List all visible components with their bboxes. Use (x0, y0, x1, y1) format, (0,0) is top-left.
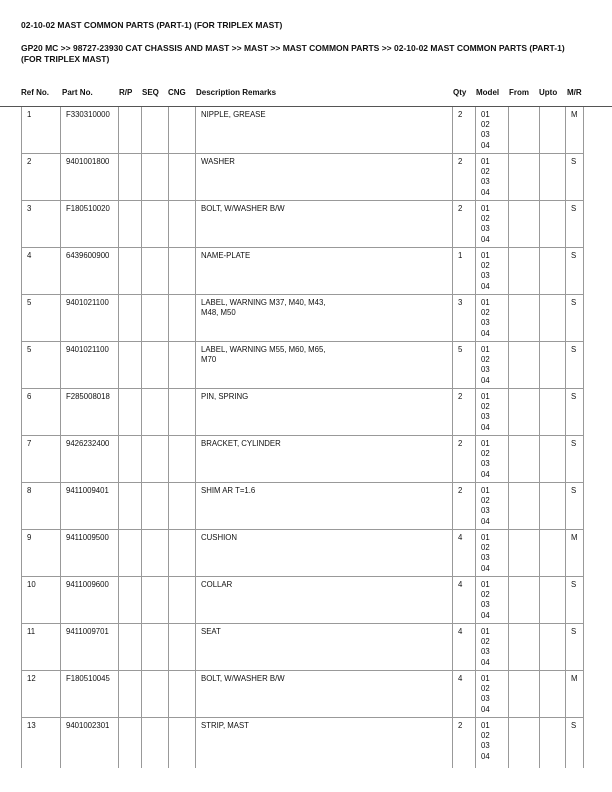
cell-upto (539, 201, 565, 247)
description-line: CUSHION (201, 533, 237, 542)
cell-models (475, 248, 508, 294)
cell-from (508, 718, 539, 768)
cell-seq (141, 154, 168, 200)
cell-upto (539, 107, 565, 153)
cell-cng (168, 248, 195, 294)
header-seq: SEQ (142, 88, 159, 97)
header-part: Part No. (62, 88, 93, 97)
cell-cng (168, 530, 195, 576)
description-line: M70 (201, 355, 217, 365)
cell-from (508, 154, 539, 200)
cell-qty: 4 (452, 671, 475, 717)
table-row (21, 201, 584, 248)
cell-cng (168, 577, 195, 623)
model-code: 01 (481, 439, 490, 448)
cell-ref: 9 (21, 530, 60, 576)
cell-desc (195, 248, 452, 294)
model-code: 02 (481, 731, 490, 741)
cell-rp (118, 483, 141, 529)
cell-models (475, 107, 508, 153)
cell-upto (539, 154, 565, 200)
header-model: Model (476, 88, 500, 97)
cell-models (475, 483, 508, 529)
model-code: 01 (481, 204, 490, 213)
model-code: 03 (481, 412, 490, 422)
cell-models (475, 154, 508, 200)
cell-models (475, 295, 508, 341)
model-code: 03 (481, 177, 490, 187)
cell-ref: 6 (21, 389, 60, 435)
cell-qty: 2 (452, 389, 475, 435)
model-code: 04 (481, 281, 490, 291)
model-code: 02 (481, 167, 490, 177)
cell-part: 9401002301 (60, 718, 118, 768)
model-code: 04 (481, 422, 490, 432)
cell-cng (168, 483, 195, 529)
cell-seq (141, 295, 168, 341)
cell-models (475, 436, 508, 482)
header-rp: R/P (119, 88, 133, 97)
description-line: SEAT (201, 627, 221, 636)
model-code: 03 (481, 600, 490, 610)
cell-models (475, 342, 508, 388)
cell-seq (141, 389, 168, 435)
cell-part: 6439600900 (60, 248, 118, 294)
cell-rp (118, 201, 141, 247)
cell-desc (195, 154, 452, 200)
cell-upto (539, 577, 565, 623)
cell-cng (168, 201, 195, 247)
description-line: STRIP, MAST (201, 721, 249, 730)
model-code: 03 (481, 506, 490, 516)
cell-mr: S (565, 436, 584, 482)
table-row (21, 624, 584, 671)
description-line: LABEL, WARNING M55, M60, M65, (201, 345, 326, 354)
cell-desc (195, 624, 452, 670)
cell-from (508, 342, 539, 388)
cell-models (475, 671, 508, 717)
cell-qty: 4 (452, 577, 475, 623)
description-line: M48, M50 (201, 308, 236, 318)
cell-ref: 2 (21, 154, 60, 200)
model-code: 04 (481, 375, 490, 385)
cell-ref: 1 (21, 107, 60, 153)
cell-qty: 4 (452, 530, 475, 576)
cell-rp (118, 718, 141, 768)
cell-seq (141, 530, 168, 576)
cell-ref: 5 (21, 342, 60, 388)
cell-from (508, 671, 539, 717)
cell-cng (168, 107, 195, 153)
model-code: 01 (481, 110, 490, 119)
cell-part: F180510020 (60, 201, 118, 247)
cell-cng (168, 295, 195, 341)
table-row (21, 671, 584, 718)
cell-models (475, 201, 508, 247)
cell-rp (118, 248, 141, 294)
cell-seq (141, 436, 168, 482)
cell-cng (168, 671, 195, 717)
table-row (21, 342, 584, 389)
model-code: 03 (481, 271, 490, 281)
cell-desc (195, 671, 452, 717)
cell-cng (168, 342, 195, 388)
model-code: 04 (481, 516, 490, 526)
cell-upto (539, 624, 565, 670)
cell-upto (539, 248, 565, 294)
header-cng: CNG (168, 88, 186, 97)
cell-cng (168, 154, 195, 200)
cell-models (475, 530, 508, 576)
cell-part: 9401021100 (60, 295, 118, 341)
cell-mr: M (565, 671, 584, 717)
cell-upto (539, 436, 565, 482)
cell-models (475, 389, 508, 435)
model-code: 03 (481, 459, 490, 469)
header-qty: Qty (453, 88, 467, 97)
model-code: 03 (481, 224, 490, 234)
model-code: 03 (481, 741, 490, 751)
cell-mr: S (565, 483, 584, 529)
cell-qty: 1 (452, 248, 475, 294)
cell-desc (195, 201, 452, 247)
model-code: 02 (481, 496, 490, 506)
cell-upto (539, 530, 565, 576)
table-row (21, 389, 584, 436)
cell-models (475, 577, 508, 623)
cell-part: F330310000 (60, 107, 118, 153)
cell-upto (539, 295, 565, 341)
table-row (21, 718, 584, 768)
cell-seq (141, 248, 168, 294)
header-upto: Upto (539, 88, 558, 97)
cell-desc (195, 436, 452, 482)
cell-seq (141, 624, 168, 670)
cell-rp (118, 671, 141, 717)
cell-seq (141, 107, 168, 153)
cell-models (475, 624, 508, 670)
model-code: 04 (481, 140, 490, 150)
cell-seq (141, 483, 168, 529)
cell-mr: S (565, 624, 584, 670)
parts-table (21, 107, 584, 768)
description-line: BOLT, W/WASHER B/W (201, 204, 285, 213)
cell-from (508, 436, 539, 482)
cell-upto (539, 671, 565, 717)
description-line: NIPPLE, GREASE (201, 110, 266, 119)
cell-mr: S (565, 577, 584, 623)
cell-rp (118, 342, 141, 388)
cell-ref: 13 (21, 718, 60, 768)
cell-ref: 12 (21, 671, 60, 717)
model-code: 03 (481, 130, 490, 140)
model-code: 03 (481, 647, 490, 657)
description-line: SHIM AR T=1.6 (201, 486, 256, 495)
cell-from (508, 624, 539, 670)
model-code: 02 (481, 214, 490, 224)
page-title: 02-10-02 MAST COMMON PARTS (PART-1) (FOR TRIPLEX MAST) (21, 20, 283, 30)
table-row (21, 154, 584, 201)
description-line: WASHER (201, 157, 235, 166)
cell-mr: S (565, 389, 584, 435)
model-code: 02 (481, 308, 490, 318)
cell-desc (195, 483, 452, 529)
header-desc: Description Remarks (196, 88, 277, 97)
description-line: NAME-PLATE (201, 251, 251, 260)
cell-part: 9401001800 (60, 154, 118, 200)
table-row (21, 530, 584, 577)
cell-qty: 2 (452, 436, 475, 482)
model-code: 01 (481, 298, 490, 307)
model-code: 02 (481, 355, 490, 365)
description-line: BRACKET, CYLINDER (201, 439, 281, 448)
header-from: From (509, 88, 529, 97)
cell-ref: 4 (21, 248, 60, 294)
cell-mr: S (565, 342, 584, 388)
model-code: 02 (481, 590, 490, 600)
cell-cng (168, 389, 195, 435)
model-code: 04 (481, 751, 490, 761)
cell-ref: 3 (21, 201, 60, 247)
model-code: 04 (481, 610, 490, 620)
cell-rp (118, 389, 141, 435)
model-code: 04 (481, 328, 490, 338)
model-code: 01 (481, 251, 490, 260)
model-code: 04 (481, 234, 490, 244)
cell-from (508, 577, 539, 623)
cell-qty: 2 (452, 718, 475, 768)
model-code: 01 (481, 533, 490, 542)
cell-seq (141, 671, 168, 717)
model-code: 01 (481, 580, 490, 589)
model-code: 01 (481, 392, 490, 401)
cell-seq (141, 342, 168, 388)
cell-desc (195, 389, 452, 435)
model-code: 01 (481, 345, 490, 354)
cell-rp (118, 436, 141, 482)
description-line: BOLT, W/WASHER B/W (201, 674, 285, 683)
cell-cng (168, 436, 195, 482)
cell-qty: 2 (452, 107, 475, 153)
table-row (21, 577, 584, 624)
cell-part: 9411009500 (60, 530, 118, 576)
cell-mr: S (565, 154, 584, 200)
cell-rp (118, 577, 141, 623)
cell-from (508, 389, 539, 435)
cell-rp (118, 295, 141, 341)
model-code: 01 (481, 486, 490, 495)
cell-from (508, 248, 539, 294)
model-code: 02 (481, 543, 490, 553)
model-code: 01 (481, 674, 490, 683)
cell-ref: 5 (21, 295, 60, 341)
model-code: 04 (481, 563, 490, 573)
cell-upto (539, 718, 565, 768)
cell-upto (539, 389, 565, 435)
cell-qty: 3 (452, 295, 475, 341)
cell-ref: 8 (21, 483, 60, 529)
cell-desc (195, 342, 452, 388)
table-row (21, 295, 584, 342)
model-code: 04 (481, 657, 490, 667)
cell-rp (118, 154, 141, 200)
cell-upto (539, 342, 565, 388)
cell-mr: M (565, 530, 584, 576)
description-line: COLLAR (201, 580, 233, 589)
model-code: 04 (481, 704, 490, 714)
description-line: PIN, SPRING (201, 392, 249, 401)
table-row (21, 483, 584, 530)
cell-qty: 5 (452, 342, 475, 388)
cell-rp (118, 107, 141, 153)
cell-desc (195, 577, 452, 623)
cell-qty: 4 (452, 624, 475, 670)
model-code: 01 (481, 157, 490, 166)
cell-part: F285008018 (60, 389, 118, 435)
model-code: 04 (481, 469, 490, 479)
model-code: 02 (481, 684, 490, 694)
cell-from (508, 295, 539, 341)
cell-rp (118, 530, 141, 576)
description-line: LABEL, WARNING M37, M40, M43, (201, 298, 326, 307)
cell-mr: S (565, 718, 584, 768)
cell-from (508, 107, 539, 153)
cell-models (475, 718, 508, 768)
model-code: 01 (481, 627, 490, 636)
cell-desc (195, 530, 452, 576)
breadcrumb: GP20 MC >> 98727-23930 CAT CHASSIS AND MAST >> MAST >> MAST COMMON PARTS >> 02-10-02 MAST COMMON PARTS (PART-1) (FOR TRIPLEX MAST) (21, 43, 565, 64)
model-code: 02 (481, 402, 490, 412)
table-row (21, 107, 584, 154)
model-code: 02 (481, 261, 490, 271)
table-row (21, 436, 584, 483)
cell-from (508, 483, 539, 529)
cell-seq (141, 577, 168, 623)
cell-from (508, 201, 539, 247)
model-code: 03 (481, 694, 490, 704)
model-code: 03 (481, 365, 490, 375)
model-code: 04 (481, 187, 490, 197)
model-code: 02 (481, 120, 490, 130)
cell-mr: M (565, 107, 584, 153)
cell-qty: 2 (452, 483, 475, 529)
cell-desc (195, 107, 452, 153)
header-mr: M/R (567, 88, 582, 97)
cell-mr: S (565, 248, 584, 294)
cell-cng (168, 718, 195, 768)
cell-ref: 11 (21, 624, 60, 670)
cell-from (508, 530, 539, 576)
table-row (21, 248, 584, 295)
cell-part: 9411009401 (60, 483, 118, 529)
cell-rp (118, 624, 141, 670)
cell-desc (195, 295, 452, 341)
cell-cng (168, 624, 195, 670)
cell-part: F180510045 (60, 671, 118, 717)
cell-seq (141, 201, 168, 247)
header-ref: Ref No. (21, 88, 49, 97)
cell-part: 9401021100 (60, 342, 118, 388)
cell-qty: 2 (452, 154, 475, 200)
cell-upto (539, 483, 565, 529)
cell-mr: S (565, 295, 584, 341)
cell-ref: 7 (21, 436, 60, 482)
cell-ref: 10 (21, 577, 60, 623)
model-code: 03 (481, 318, 490, 328)
cell-mr: S (565, 201, 584, 247)
cell-part: 9411009600 (60, 577, 118, 623)
cell-desc (195, 718, 452, 768)
model-code: 02 (481, 637, 490, 647)
cell-part: 9411009701 (60, 624, 118, 670)
model-code: 02 (481, 449, 490, 459)
cell-seq (141, 718, 168, 768)
model-code: 03 (481, 553, 490, 563)
cell-part: 9426232400 (60, 436, 118, 482)
cell-qty: 2 (452, 201, 475, 247)
model-code: 01 (481, 721, 490, 730)
